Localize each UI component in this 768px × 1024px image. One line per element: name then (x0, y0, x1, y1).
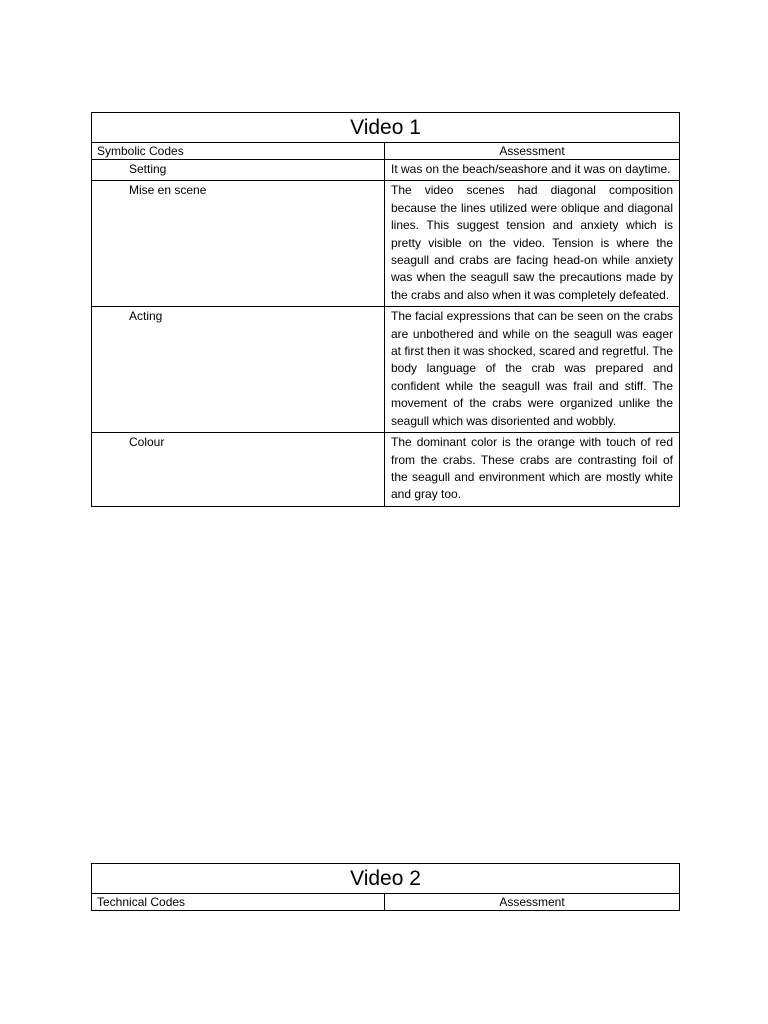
assessment-text: The facial expressions that can be seen on the crabs are unbothered and while on the seagull was eager at first then it was shocked, scared and regretful. The body language of the crab was prepared and confident while the seagull was frail and stiff. The movement of the crabs were organized unlike the seagull which was disoriented and wobbly. (391, 309, 674, 428)
assessment-cell-colour (385, 433, 680, 507)
table-row (92, 160, 680, 181)
table-row (92, 307, 680, 433)
table-header-row (92, 894, 680, 911)
table-title-row (92, 864, 680, 894)
assessment-text: It was on the beach/seashore and it was on daytime. (391, 162, 671, 176)
table-header-row (92, 143, 680, 160)
assessment-text: The dominant color is the orange with touch of red from the crabs. These crabs are contrasting foil of the seagull and environment which are mostly white and gray too. (391, 435, 674, 502)
code-cell-mise-en-scene: Mise en scene (92, 181, 385, 307)
assessment-cell-mise-en-scene (385, 181, 680, 307)
assessment-text: The video scenes had diagonal composition because the lines utilized were oblique and diagonal lines. This suggest tension and anxiety which is pretty visible on the video. Tension is where the seagull and crabs are facing head-on while anxiety was when the seagull saw the precautions made by the crabs and also when it was completely defeated. (391, 183, 674, 302)
code-cell-acting: Acting (92, 307, 385, 433)
assessment-cell-setting (385, 160, 680, 181)
column-header-technical-codes: Technical Codes (92, 894, 385, 911)
column-header-symbolic-codes: Symbolic Codes (92, 143, 385, 160)
table-title-row (92, 113, 680, 143)
video-1-table (91, 112, 680, 507)
assessment-cell-acting (385, 307, 680, 433)
table-title: Video 2 (92, 864, 680, 894)
video-2-table (91, 863, 680, 911)
table-title: Video 1 (92, 113, 680, 143)
table-row (92, 433, 680, 507)
column-header-assessment: Assessment (385, 894, 680, 911)
code-cell-setting: Setting (92, 160, 385, 181)
column-header-assessment: Assessment (385, 143, 680, 160)
table-row (92, 181, 680, 307)
code-cell-colour: Colour (92, 433, 385, 507)
